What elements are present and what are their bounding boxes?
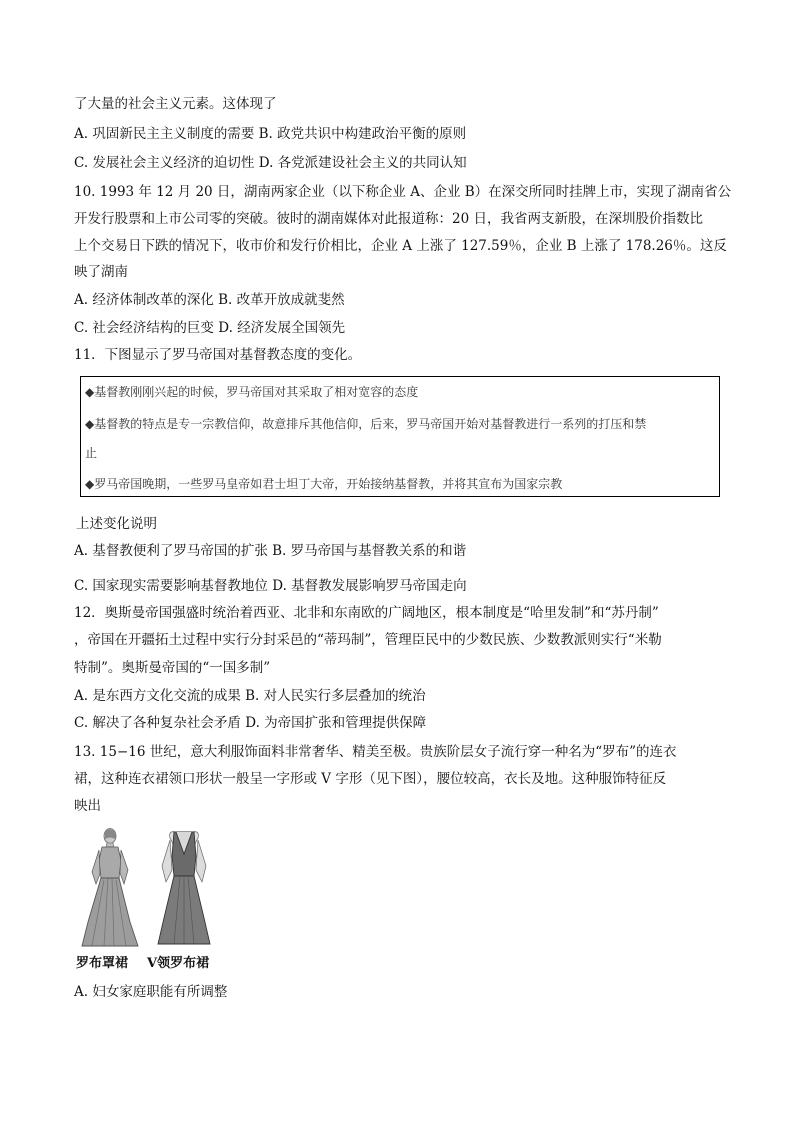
q10-stem-line-4: 映了湖南: [74, 264, 128, 280]
q11-material-box: [80, 376, 720, 497]
q11-box-item-3: ◆罗马帝国晚期，一些罗马皇帝如君士坦丁大帝，开始接纳基督教，并将其宣布为国家宗教: [85, 477, 563, 491]
q11-question-tail: 上述变化说明: [76, 516, 157, 532]
q9-stem-continuation: 了大量的社会主义元素。这体现了: [74, 96, 277, 112]
q9-options-ab: A. 巩固新民主主义制度的需要 B. 政党共识中构建政治平衡的原则: [74, 126, 467, 142]
q12-stem-line-1: 12．奥斯曼帝国强盛时统治着西亚、北非和东南欧的广阔地区，根本制度是“哈里发制”和“苏丹制”: [74, 605, 659, 621]
q11-stem: 11．下图显示了罗马帝国对基督教态度的变化。: [74, 347, 362, 363]
q10-options-ab: A. 经济体制改革的深化 B. 改革开放成就斐然: [74, 292, 345, 308]
q10-stem-line-1: 10. 1993 年 12 月 20 日，湖南两家企业（以下称企业 A、企业 B）在深交所同时挂牌上市，实现了湖南省公: [74, 184, 732, 200]
q11-box-item-2-wrap: 止: [85, 446, 98, 460]
q10-options-cd: C. 社会经济结构的巨变 D. 经济发展全国领先: [74, 320, 346, 336]
q9-options-cd: C. 发展社会主义经济的迫切性 D. 各党派建设社会主义的共同认知: [74, 155, 467, 171]
robe-overdress-illustration: [78, 826, 140, 948]
q10-stem-line-2: 开发行股票和上市公司零的突破。彼时的湖南媒体对此报道称：20 日，我省两支新股，在深圳股价指数比: [74, 211, 703, 227]
q13-stem-line-3: 映出: [74, 798, 101, 814]
v-neck-robe-illustration: [152, 826, 216, 948]
q12-options-ab: A. 是东西方文化交流的成果 B. 对人民实行多层叠加的统治: [74, 688, 426, 704]
fig-label-robe-overdress: 罗布罩裙: [76, 956, 129, 971]
q11-options-ab: A. 基督教便利了罗马帝国的扩张 B. 罗马帝国与基督教关系的和谐: [74, 543, 467, 559]
q13-option-a: A. 妇女家庭职能有所调整: [74, 984, 228, 1000]
q11-box-item-2: ◆基督教的特点是专一宗教信仰，故意排斥其他信仰，后来，罗马帝国开始对基督教进行一系列的打压和禁: [85, 417, 647, 431]
q13-stem-line-2: 裙，这种连衣裙领口形状一般呈一字形或 V 字形（见下图），腰位较高，衣长及地。这种服饰特征反: [74, 771, 667, 787]
q10-stem-line-3: 上个交易日下跌的情况下，收市价和发行价相比，企业 A 上涨了 127.59％，企业 B 上涨了 178.26％。这反: [74, 238, 727, 254]
q12-stem-line-2: ，帝国在开疆拓土过程中实行分封采邑的“蒂玛制”，管理臣民中的少数民族、少数教派则实行“米勒: [74, 632, 662, 648]
q11-box-item-1: ◆基督教刚刚兴起的时候，罗马帝国对其采取了相对宽容的态度: [85, 385, 419, 399]
fig-label-v-neck-robe: V领罗布裙: [147, 956, 210, 971]
q13-stem-line-1: 13. 15−16 世纪，意大利服饰面料非常奢华、精美至极。贵族阶层女子流行穿一种名为“罗布”的连衣: [74, 744, 677, 760]
q12-stem-line-3: 特制”。奥斯曼帝国的“一国多制”: [74, 660, 271, 676]
q11-options-cd: C. 国家现实需要影响基督教地位 D. 基督教发展影响罗马帝国走向: [74, 578, 467, 594]
q12-options-cd: C. 解决了各种复杂社会矛盾 D. 为帝国扩张和管理提供保障: [74, 715, 427, 731]
